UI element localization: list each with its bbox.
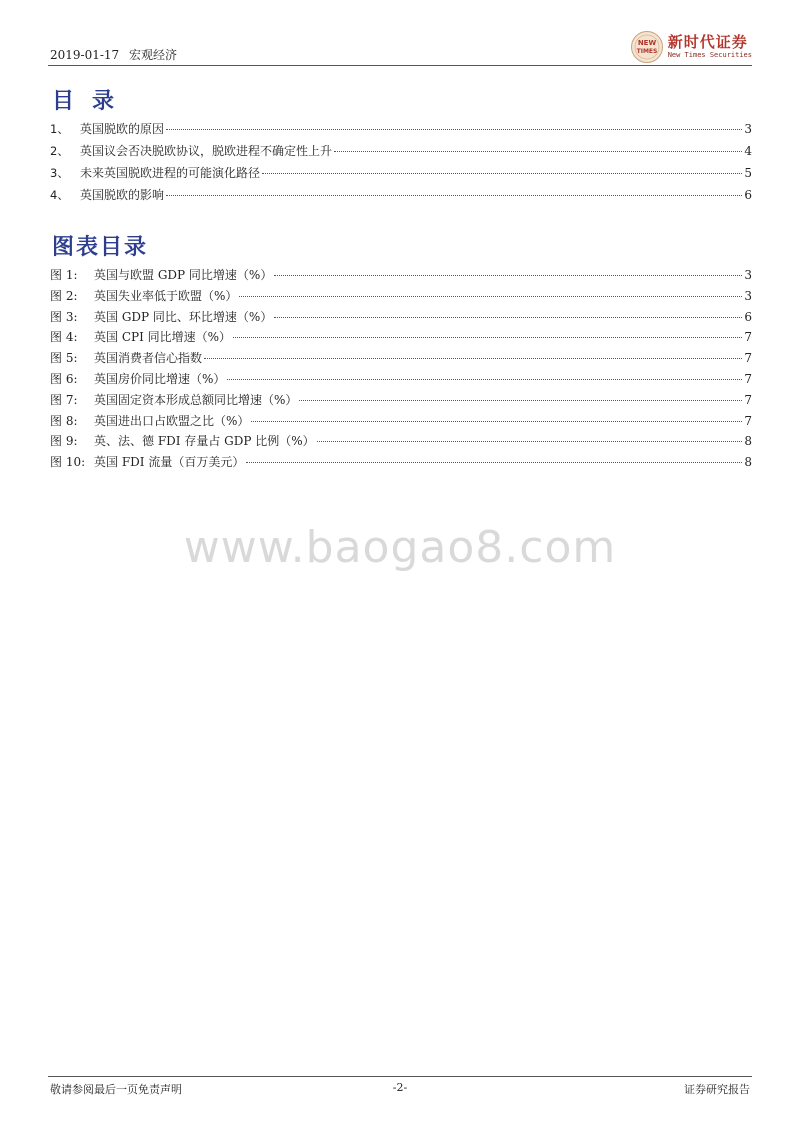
figure-entry-label: 英国进出口占欧盟之比（%） <box>94 413 250 428</box>
figure-entry-label: 英、法、德 FDI 存量占 GDP 比例（%） <box>94 434 315 449</box>
figure-entry-label: 英国消费者信心指数 <box>94 351 203 366</box>
toc-list <box>48 120 752 208</box>
dot-leader <box>317 441 742 442</box>
figure-entry[interactable] <box>48 391 752 412</box>
toc-entry[interactable] <box>48 164 752 186</box>
dot-leader <box>299 400 742 401</box>
figure-entry-number: 图 9: <box>50 434 78 449</box>
figure-entry[interactable] <box>48 370 752 391</box>
figure-entry-page: 3 <box>744 268 752 282</box>
figure-entry[interactable] <box>48 308 752 329</box>
figure-entry-label: 英国 CPI 同比增速（%） <box>94 330 232 345</box>
toc-entry-number: 1、 <box>50 122 69 136</box>
figure-entry-number: 图 6: <box>50 371 78 386</box>
figure-entry[interactable] <box>48 349 752 370</box>
logo-name-cn: 新时代证券 <box>667 33 748 51</box>
svg-text:TIMES: TIMES <box>636 48 658 55</box>
page-number: -2- <box>392 1081 408 1094</box>
toc-entry-page: 5 <box>744 166 752 180</box>
toc-entry-label: 英国议会否决脱欧协议，脱欧进程不确定性上升 <box>80 144 333 158</box>
toc-entry-page: 6 <box>744 188 752 202</box>
dot-leader <box>166 195 742 196</box>
toc-entry-label: 未来英国脱欧进程的可能演化路径 <box>80 166 261 180</box>
toc-entry[interactable] <box>48 120 752 142</box>
disclaimer-note: 敬请参阅最后一页免责声明 <box>50 1083 182 1096</box>
company-logo <box>630 30 752 64</box>
figure-list-title: 图表目录 <box>52 235 149 260</box>
dot-leader <box>246 462 742 463</box>
toc-entry-number: 2、 <box>50 144 69 158</box>
watermark: www.baogao8.com <box>183 522 617 573</box>
figure-entry-page: 6 <box>744 309 752 324</box>
report-date: 2019-01-17 <box>50 48 120 62</box>
toc-entry-label: 英国脱欧的影响 <box>80 188 165 202</box>
figure-entry-number: 图 10: <box>50 455 86 470</box>
dot-leader <box>262 173 742 174</box>
figure-entry-page: 7 <box>744 371 752 386</box>
figure-entry-page: 7 <box>744 392 752 407</box>
figure-entry-number: 图 2: <box>50 288 78 303</box>
toc-entry-label: 英国脱欧的原因 <box>80 122 165 136</box>
dot-leader <box>239 296 742 297</box>
dot-leader <box>274 275 742 276</box>
figure-entry-number: 图 7: <box>50 392 78 407</box>
figure-entry-label: 英国失业率低于欧盟（%） <box>94 288 238 303</box>
toc-entry-page: 4 <box>744 144 752 158</box>
logo-name-en: New Times Securities <box>667 51 752 59</box>
dot-leader <box>274 317 742 318</box>
dot-leader <box>204 358 742 359</box>
figure-entry-label: 英国与欧盟 GDP 同比增速（%） <box>94 268 273 282</box>
header-meta <box>50 46 183 63</box>
figure-entry-page: 3 <box>744 288 752 303</box>
figure-entry-label: 英国 GDP 同比、环比增速（%） <box>94 309 273 324</box>
page-footer <box>50 1081 750 1097</box>
figure-entry-page: 8 <box>744 455 752 470</box>
figure-entry-number: 图 1: <box>50 268 78 282</box>
figure-list <box>48 266 752 474</box>
dot-leader <box>334 151 742 152</box>
toc-entry[interactable] <box>48 142 752 164</box>
figure-entry-number: 图 3: <box>50 309 78 324</box>
figure-entry[interactable] <box>48 328 752 349</box>
figure-entry-number: 图 8: <box>50 413 78 428</box>
figure-entry-page: 7 <box>744 330 752 345</box>
page-header <box>48 30 752 66</box>
figure-entry[interactable] <box>48 412 752 433</box>
figure-entry[interactable] <box>48 453 752 474</box>
new-times-emblem-icon <box>630 30 664 64</box>
figure-entry-number: 图 4: <box>50 330 78 345</box>
figure-entry-label: 英国固定资本形成总额同比增速（%） <box>94 392 298 407</box>
toc-entry[interactable] <box>48 186 752 208</box>
dot-leader <box>233 337 742 338</box>
toc-entry-number: 4、 <box>50 188 69 202</box>
figure-entry-page: 7 <box>744 351 752 366</box>
figure-entry[interactable] <box>48 266 752 287</box>
footer-divider <box>48 1076 752 1077</box>
report-category: 宏观经济 <box>129 48 178 62</box>
dot-leader <box>166 129 742 130</box>
figure-entry-label: 英国房价同比增速（%） <box>94 371 226 386</box>
dot-leader <box>251 421 742 422</box>
figure-entry[interactable] <box>48 432 752 453</box>
toc-entry-number: 3、 <box>50 166 69 180</box>
header-divider <box>48 65 752 66</box>
report-type: 证券研究报告 <box>684 1083 750 1096</box>
svg-text:NEW: NEW <box>637 39 656 47</box>
toc-entry-page: 3 <box>744 122 752 136</box>
figure-entry-page: 8 <box>744 434 752 449</box>
figure-entry-label: 英国 FDI 流量（百万美元） <box>94 455 245 470</box>
figure-entry-number: 图 5: <box>50 351 78 366</box>
figure-entry[interactable] <box>48 287 752 308</box>
figure-entry-page: 7 <box>744 413 752 428</box>
toc-title: 目录 <box>52 89 133 114</box>
dot-leader <box>227 379 742 380</box>
